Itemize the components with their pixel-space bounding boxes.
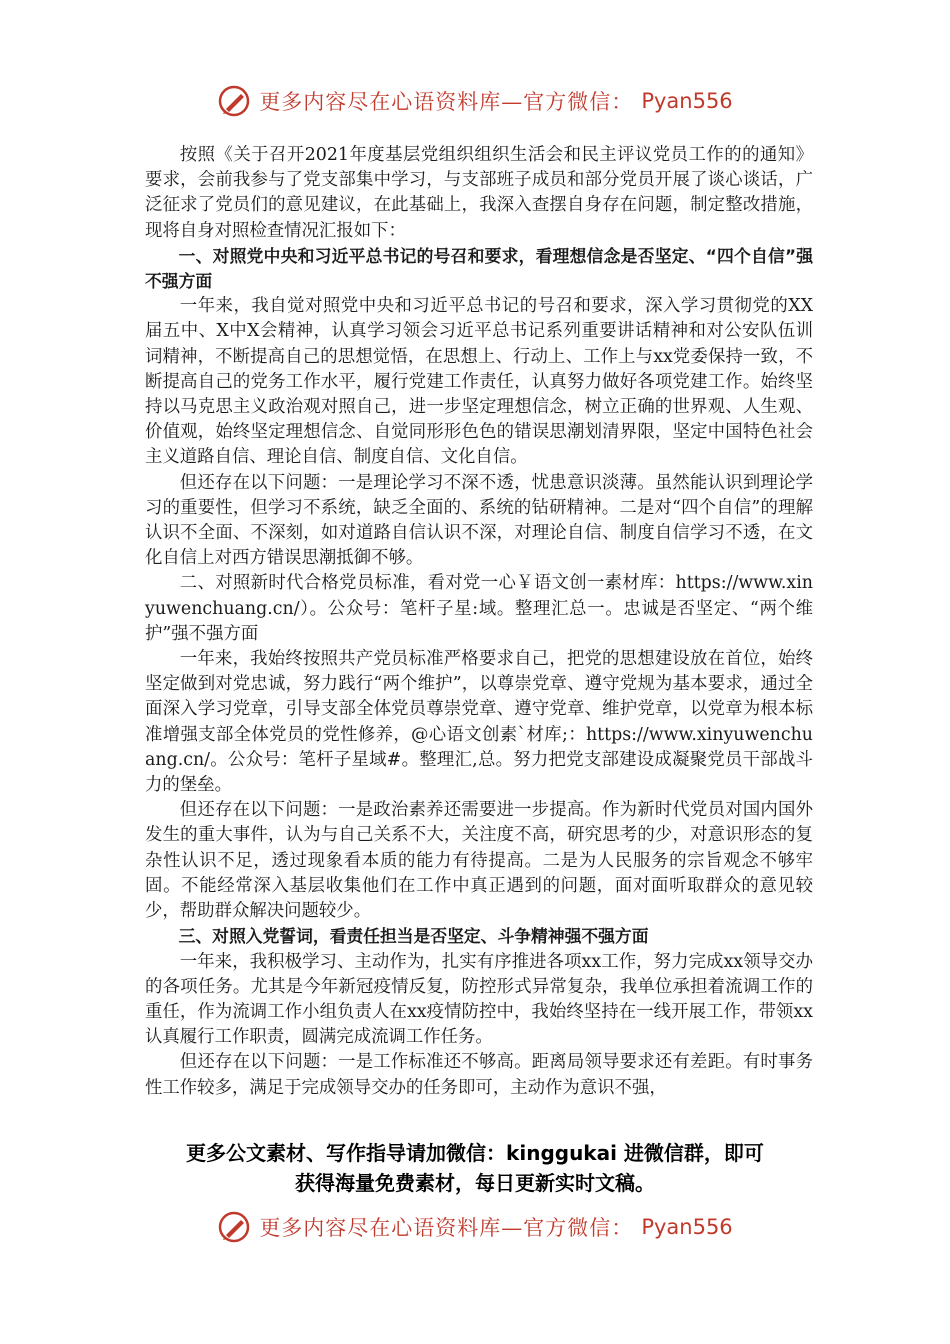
section-2-heading: 二、对照新时代合格党员标准，看对党一心￥语文创一素材库：https://www.xinyuwenchuang.cn/）。公众号：笔杆子星:域。整理汇总一。忠诚是否坚定、“两个维护”强不强方面 xyxy=(145,573,813,644)
section-3-heading: 三、对照入党誓词，看责任担当是否坚定、斗争精神强不强方面 xyxy=(178,926,649,947)
footer-banner xyxy=(0,1210,950,1244)
promo-line-1: 更多公文素材、写作指导请加微信：kinggukai 进微信群，即可 xyxy=(186,1141,764,1165)
banner-text: 更多内容尽在心语资料库—官方微信： xyxy=(259,90,634,114)
header-banner xyxy=(0,84,950,118)
section-1-paragraph-2: 但还存在以下问题：一是理论学习不深不透，忧患意识淡薄。虽然能认识到理论学习的重要性，但学习不系统，缺乏全面的、系统的钻研精神。二是对“四个自信”的理解认识不全面、不深刻，如对道路自信认识不深，对理论自信、制度自信学习不透，在文化自信上对西方错误思潮抵御不够。 xyxy=(145,472,813,569)
section-2-paragraph-2: 但还存在以下问题：一是政治素养还需要进一步提高。作为新时代党员对国内国外发生的重大事件，认为与自己关系不大，关注度不高，研究思考的少，对意识形态的复杂性认识不足，透过现象看本质的能力有待提高。二是为人民服务的宗旨观念不够牢固。不能经常深入基层收集他们在工作中真正遇到的问题，面对面听取群众的意见较少，帮助群众解决问题较少。 xyxy=(145,800,813,922)
section-3-paragraph-1: 一年来，我积极学习、主动作为，扎实有序推进各项xx工作，努力完成xx领导交办的各项任务。尤其是今年新冠疫情反复，防控形式异常复杂，我单位承担着流调工作的重任，作为流调工作小组负责人在xx疫情防控中，我始终坚持在一线开展工作，带领xx认真履行工作职责，圆满完成流调工作任务。 xyxy=(145,951,813,1048)
banner-wechat-id: Pyan556 xyxy=(641,1215,733,1239)
section-1-heading: 一、对照党中央和习近平总书记的号召和要求，看理想信念是否坚定、“四个自信”强不强方面 xyxy=(145,245,813,292)
section-3-paragraph-2: 但还存在以下问题：一是工作标准还不够高。距离局领导要求还有差距。有时事务性工作较多，满足于完成领导交办的任务即可，主动作为意识不强， xyxy=(145,1052,813,1098)
promo-notice xyxy=(100,1138,850,1198)
section-1-paragraph-1: 一年来，我自觉对照党中央和习近平总书记的号召和要求，深入学习贯彻党的XX届五中、X中X会精神，认真学习领会习近平总书记系列重要讲话精神和对公安队伍训词精神，不断提高自己的思想觉悟，在思想上、行动上、工作上与xx党委保持一致，不断提高自己的党务工作水平，履行党建工作责任，认真努力做好各项党建工作。始终坚持以马克思主义政治观对照自己，进一步坚定理想信念，树立正确的世界观、人生观、价值观，始终坚定理想信念、自觉同形形色色的错误思潮划清界限，坚定中国特色社会主义道路自信、理论自信、制度自信、文化自信。 xyxy=(145,296,813,468)
pen-logo-icon xyxy=(217,1210,251,1244)
document-body xyxy=(145,143,813,1101)
pen-logo-icon xyxy=(217,84,251,118)
banner-text: 更多内容尽在心语资料库—官方微信： xyxy=(259,1216,634,1240)
intro-paragraph: 按照《关于召开2021年度基层党组织组织生活会和民主评议党员工作的的通知》要求，会前我参与了党支部集中学习，与支部班子成员和部分党员开展了谈心谈话，广泛征求了党员们的意见建议，在此基础上，我深入查摆自身存在问题，制定整改措施，现将自身对照检查情况汇报如下： xyxy=(145,145,813,241)
banner-wechat-id: Pyan556 xyxy=(641,89,733,113)
section-2-paragraph-1: 一年来，我始终按照共产党员标准严格要求自己，把党的思想建设放在首位，始终坚定做到对党忠诚，努力践行“两个维护”，以尊崇党章、遵守党规为基本要求，通过全面深入学习党章，引导支部全体党员尊崇党章、遵守党章、维护党章，以党章为根本标准增强支部全体党员的党性修养，@心语文创素`材库;：https://www.xinyuwenchuang.cn/。公众号：笔杆子星域#。整理汇,总。努力把党支部建设成凝聚党员干部战斗力的堡垒。 xyxy=(145,649,813,796)
promo-line-2: 获得海量免费素材，每日更新实时文稿。 xyxy=(295,1171,655,1195)
